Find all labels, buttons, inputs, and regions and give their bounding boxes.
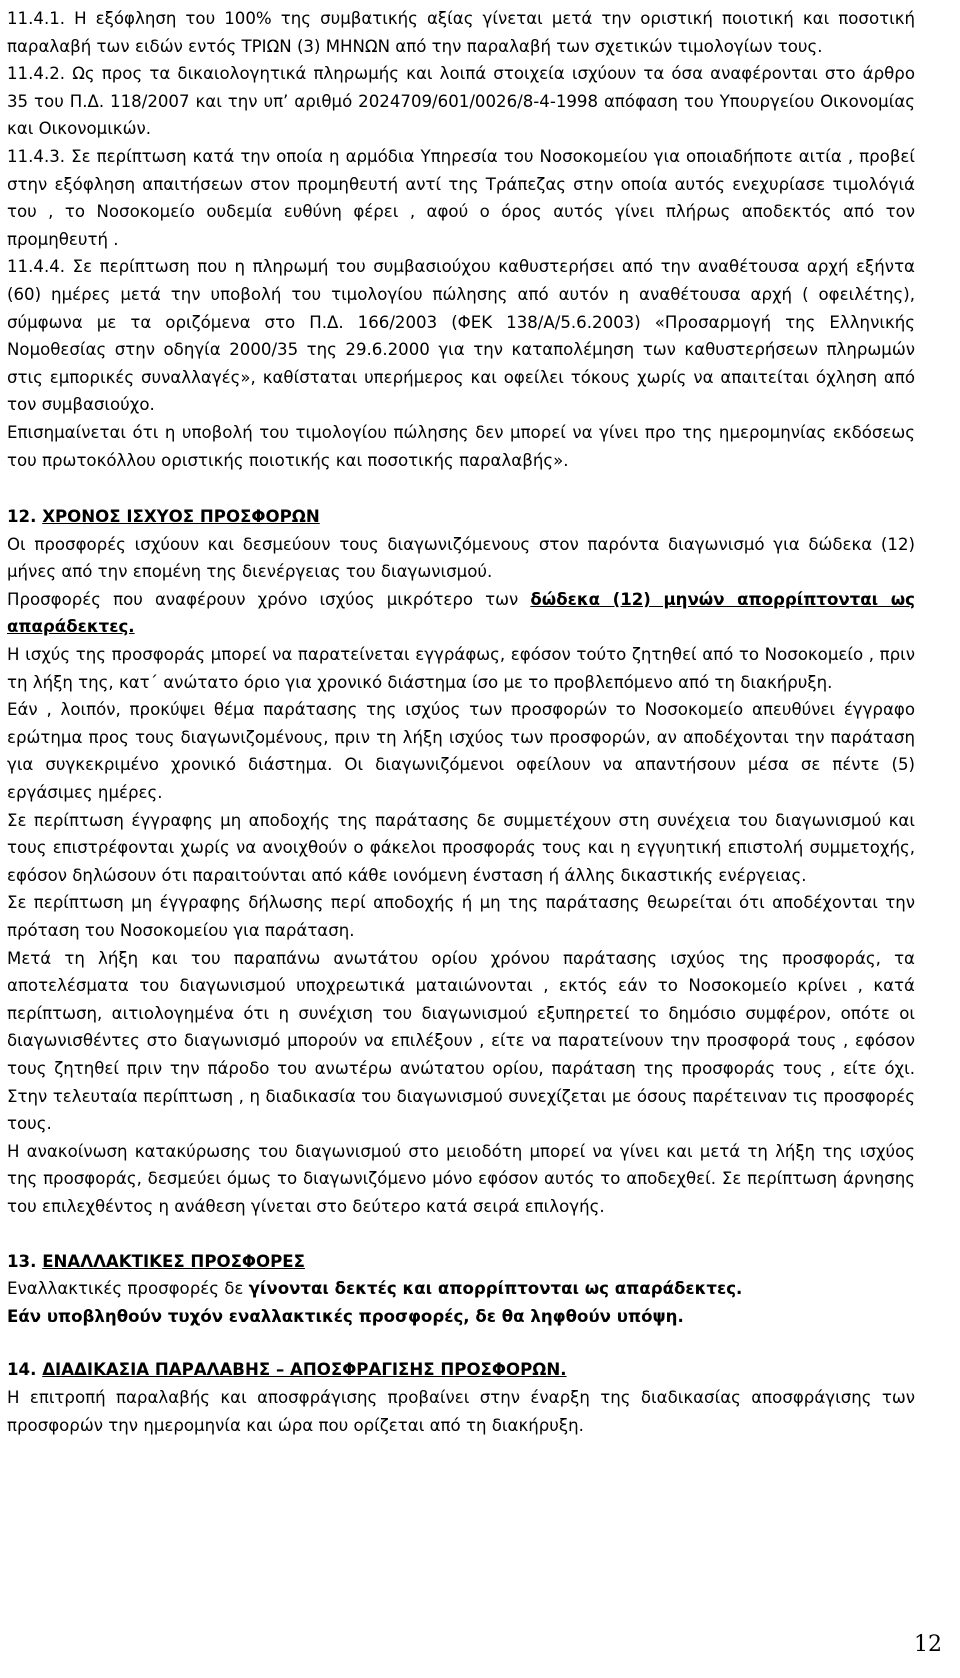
paragraph-invoice-note: Επισημαίνεται ότι η υποβολή του τιμολογίου πώλησης δεν μπορεί να γίνει προ της ημερομηνίας εκδόσεως του πρωτοκόλλου οριστικής ποιοτικής και ποσοτικής παραλαβής».	[7, 422, 915, 470]
section-14-paragraph-1: Η επιτροπή παραλαβής και αποσφράγισης προβαίνει στην έναρξη της διαδικασίας αποσφράγισης των προσφορών την ημερομηνία και ώρα που ορίζεται από τη διακήρυξη.	[7, 1387, 915, 1435]
paragraph-11-4-2: 11.4.2. Ως προς τα δικαιολογητικά πληρωμής και λοιπά στοιχεία ισχύουν τα όσα αναφέρονται στο άρθρο 35 του Π.Δ. 118/2007 και την υπ’ αριθμό 2024709/601/0026/8-4-1998 απόφαση του Υπουργείου Οικονομίας και Οικονομικών.	[7, 64, 915, 139]
section-12-number: 12.	[7, 507, 37, 527]
section-12-heading	[7, 503, 915, 531]
section-13-paragraph-1-text: Εναλλακτικές προσφορές δε	[7, 1279, 249, 1299]
section-14-title: ΔΙΑΔΙΚΑΣΙΑ ΠΑΡΑΛΑΒΗΣ – ΑΠΟΣΦΡΑΓΙΣΗΣ ΠΡΟΣΦΟΡΩΝ.	[42, 1360, 567, 1380]
section-12-paragraph-2	[7, 586, 915, 641]
section-12-paragraph-2-text: Προσφορές που αναφέρουν χρόνο ισχύος μικρότερο των	[7, 589, 531, 609]
section-13-heading	[7, 1248, 915, 1276]
section-12-title: ΧΡΟΝΟΣ ΙΣΧΥΟΣ ΠΡΟΣΦΟΡΩΝ	[42, 507, 320, 527]
section-12-paragraph-1: Οι προσφορές ισχύουν και δεσμεύουν τους διαγωνιζόμενους στον παρόντα διαγωνισμό για δώδεκα (12) μήνες από την επομένη της διενέργειας του διαγωνισμού.	[7, 534, 915, 582]
section-12-paragraph-5: Σε περίπτωση έγγραφης μη αποδοχής της παράτασης δε συμμετέχουν στη συνέχεια του διαγωνισμού και τους επιστρέφονται χωρίς να ανοιχθούν ο φάκελοι προσφοράς τους και η εγγυητική επιστολή συμμετοχής, εφόσον δηλώσουν ότι παραιτούνται από κάθε ιονόμενη ένσταση ή άλλης δικαστικής ενέργειας.	[7, 810, 915, 885]
document-page	[7, 5, 915, 1439]
page-number: 12	[914, 1632, 942, 1657]
section-13-paragraph-2: Εάν υποβληθούν τυχόν εναλλακτικές προσφορές, δε θα ληφθούν υπόψη.	[7, 1306, 684, 1326]
section-13-paragraph-1-bold: γίνονται δεκτές και απορρίπτονται ως απαράδεκτες.	[248, 1279, 743, 1299]
section-12-paragraph-4: Εάν , λοιπόν, προκύψει θέμα παράτασης της ισχύος των προσφορών το Νοσοκομείο απευθύνει έγγραφο ερώτημα προς τους διαγωνιζομένους, πριν τη λήξη ισχύος των προσφορών, αν αποδέχονται την παράταση για συγκεκριμένο χρονικό διάστημα. Οι διαγωνιζόμενοι οφείλουν να απαντήσουν μέσα σε πέντε (5) εργάσιμες ημέρες.	[7, 700, 915, 803]
section-13-number: 13.	[7, 1251, 37, 1271]
section-13-paragraph-1	[7, 1275, 915, 1303]
section-13-title: ΕΝΑΛΛΑΚΤΙΚΕΣ ΠΡΟΣΦΟΡΕΣ	[42, 1251, 305, 1271]
section-12-paragraph-3: Η ισχύς της προσφοράς μπορεί να παρατείνεται εγγράφως, εφόσον τούτο ζητηθεί από το Νοσοκομείο , πριν τη λήξη της, κατ΄ ανώτατο όριο για χρονικό διάστημα ίσο με το προβλεπόμενο από τη διακήρυξη.	[7, 645, 915, 692]
section-12-paragraph-6: Σε περίπτωση μη έγγραφης δήλωσης περί αποδοχής ή μη της παράτασης θεωρείται ότι αποδέχονται την πρόταση του Νοσοκομείου για παράταση.	[7, 893, 915, 940]
section-12-paragraph-8: Η ανακοίνωση κατακύρωσης του διαγωνισμού στο μειοδότη μπορεί να γίνει και μετά τη λήξη της ισχύος της προσφοράς, δεσμεύει όμως το διαγωνιζόμενο μόνο εφόσον αυτός το αποδεχθεί. Σε περίπτωση άρνησης του επιλεχθέντος η ανάθεση γίνεται στο δεύτερο κατά σειρά επιλογής.	[7, 1141, 915, 1216]
section-14-heading	[7, 1356, 915, 1384]
spacer	[7, 474, 915, 503]
spacer	[7, 1221, 915, 1248]
spacer	[7, 1330, 915, 1356]
section-14-number: 14.	[7, 1360, 37, 1380]
paragraph-11-4-3: 11.4.3. Σε περίπτωση κατά την οποία η αρμόδια Υπηρεσία του Νοσοκομείου για οποιαδήποτε αιτία , προβεί στην εξόφληση απαιτήσεων στον προμηθευτή αντί της Τράπεζας στην οποία αυτός ενεχυρίασε τιμολόγιά του , το Νοσοκομείο ουδεμία ευθύνη φέρει , αφού ο όρος αυτός γίνει πλήρως αποδεκτός από τον προμηθευτή .	[7, 146, 915, 249]
paragraph-11-4-1: 11.4.1. Η εξόφληση του 100% της συμβατικής αξίας γίνεται μετά την οριστική ποιοτική και ποσοτική παραλαβή των ειδών εντός ΤΡΙΩΝ (3) ΜΗΝΩΝ από την παραλαβή των σχετικών τιμολογίων τους.	[7, 9, 915, 56]
section-12-paragraph-2-emphasis: δώδεκα (12) μηνών απορρίπτονται ως απαράδεκτες.	[7, 589, 915, 637]
section-12-paragraph-7: Μετά τη λήξη και του παραπάνω ανωτάτου ορίου χρόνου παράτασης ισχύος της προσφοράς, τα αποτελέσματα του διαγωνισμού υποχρεωτικά ματαιώνονται , εκτός εάν το Νοσοκομείο κρίνει , κατά περίπτωση, αιτιολογημένα ότι η συνέχιση του διαγωνισμού εξυπηρετεί το δημόσιο συμφέρον, οπότε οι διαγωνισθέντες στο διαγωνισμό μπορούν να επιλέξουν , είτε να παρατείνουν την προσφορά τους , εφόσον τους ζητηθεί πριν την πάροδο του ανωτέρω ανώτατου ορίου, παράταση της προσφοράς τους , είτε όχι. Στην τελευταία περίπτωση , η διαδικασία του διαγωνισμού συνεχίζεται με όσους παρέτειναν τις προσφορές τους.	[7, 948, 915, 1134]
paragraph-11-4-4: 11.4.4. Σε περίπτωση που η πληρωμή του συμβασιούχου καθυστερήσει από την αναθέτουσα αρχή εξήντα (60) ημέρες μετά την υποβολή του τιμολογίου πώλησης από αυτόν η αναθέτουσα αρχή ( οφειλέτης), σύμφωνα με τα οριζόμενα στο Π.Δ. 166/2003 (ΦΕΚ 138/Α/5.6.2003) «Προσαρμογή της Ελληνικής Νομοθεσίας στην οδηγία 2000/35 της 29.6.2000 για την καταπολέμηση των καθυστερήσεων πληρωμών στις εμπορικές συναλλαγές», καθίσταται υπερήμερος και οφείλει τόκους χωρίς να απαιτείται όχληση από τον συμβασιούχο.	[7, 257, 915, 415]
